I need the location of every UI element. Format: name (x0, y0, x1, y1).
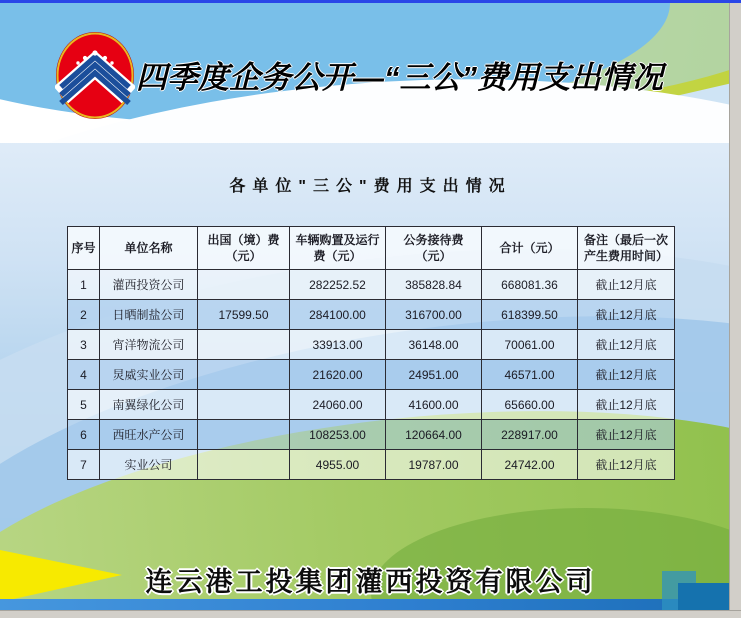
page-title: 四季度企务公开—“三公”费用支出情况 (136, 60, 663, 95)
table-cell: 36148.00 (386, 330, 482, 360)
table-cell (198, 390, 290, 420)
table-cell (198, 330, 290, 360)
table-cell: 21620.00 (290, 360, 386, 390)
table-cell: 截止12月底 (578, 330, 675, 360)
table-cell: 4955.00 (290, 450, 386, 480)
table-cell: 46571.00 (482, 360, 578, 390)
table-cell: 108253.00 (290, 420, 386, 450)
table-cell: 1 (68, 270, 100, 300)
table-cell: 7 (68, 450, 100, 480)
table-cell: 282252.52 (290, 270, 386, 300)
table-cell: 3 (68, 330, 100, 360)
table-cell: 西旺水产公司 (100, 420, 198, 450)
table-cell: 41600.00 (386, 390, 482, 420)
table-row (68, 330, 675, 360)
company-logo-icon (55, 31, 135, 120)
table-body (68, 270, 675, 480)
window-top-line (0, 0, 741, 3)
table-row (68, 390, 675, 420)
expense-table-container (67, 226, 674, 480)
table-cell: 24951.00 (386, 360, 482, 390)
table-cell (198, 270, 290, 300)
table-cell: 截止12月底 (578, 270, 675, 300)
table-cell: 17599.50 (198, 300, 290, 330)
table-cell (198, 360, 290, 390)
table-row (68, 420, 675, 450)
expense-table (67, 226, 675, 480)
table-cell: 19787.00 (386, 450, 482, 480)
table-cell: 6 (68, 420, 100, 450)
table-cell: 4 (68, 360, 100, 390)
table-row (68, 450, 675, 480)
table-cell: 668081.36 (482, 270, 578, 300)
table-cell (198, 450, 290, 480)
table-cell: 实业公司 (100, 450, 198, 480)
table-cell: 65660.00 (482, 390, 578, 420)
col-header-abroad: 出国（境）费（元） (198, 227, 290, 270)
table-cell: 24742.00 (482, 450, 578, 480)
table-cell (198, 420, 290, 450)
table-row (68, 300, 675, 330)
col-header-unit: 单位名称 (100, 227, 198, 270)
table-cell: 截止12月底 (578, 450, 675, 480)
table-row (68, 270, 675, 300)
table-cell: 南翼绿化公司 (100, 390, 198, 420)
table-cell: 120664.00 (386, 420, 482, 450)
table-cell: 228917.00 (482, 420, 578, 450)
table-row (68, 360, 675, 390)
table-cell: 日晒制盐公司 (100, 300, 198, 330)
col-header-index: 序号 (68, 227, 100, 270)
table-cell: 截止12月底 (578, 360, 675, 390)
table-cell: 5 (68, 390, 100, 420)
window-frame-bottom (0, 610, 741, 618)
table-cell: 70061.00 (482, 330, 578, 360)
col-header-reception: 公务接待费（元） (386, 227, 482, 270)
table-cell: 宵洋物流公司 (100, 330, 198, 360)
table-cell: 24060.00 (290, 390, 386, 420)
table-cell: 截止12月底 (578, 390, 675, 420)
table-cell: 截止12月底 (578, 300, 675, 330)
table-cell: 2 (68, 300, 100, 330)
table-cell: 316700.00 (386, 300, 482, 330)
col-header-remark: 备注（最后一次产生费用时间） (578, 227, 675, 270)
table-cell: 灌西投资公司 (100, 270, 198, 300)
company-name: 连云港工投集团灌西投资有限公司 (145, 567, 596, 597)
table-cell: 33913.00 (290, 330, 386, 360)
table-header-row (68, 227, 675, 270)
table-cell: 炅威实业公司 (100, 360, 198, 390)
table-cell: 284100.00 (290, 300, 386, 330)
table-cell: 385828.84 (386, 270, 482, 300)
table-caption: 各单位"三公"费用支出情况 (229, 178, 512, 195)
col-header-vehicle: 车辆购置及运行费（元） (290, 227, 386, 270)
col-header-total: 合计（元） (482, 227, 578, 270)
window-frame-right (729, 3, 741, 618)
table-cell: 截止12月底 (578, 420, 675, 450)
table-cell: 618399.50 (482, 300, 578, 330)
